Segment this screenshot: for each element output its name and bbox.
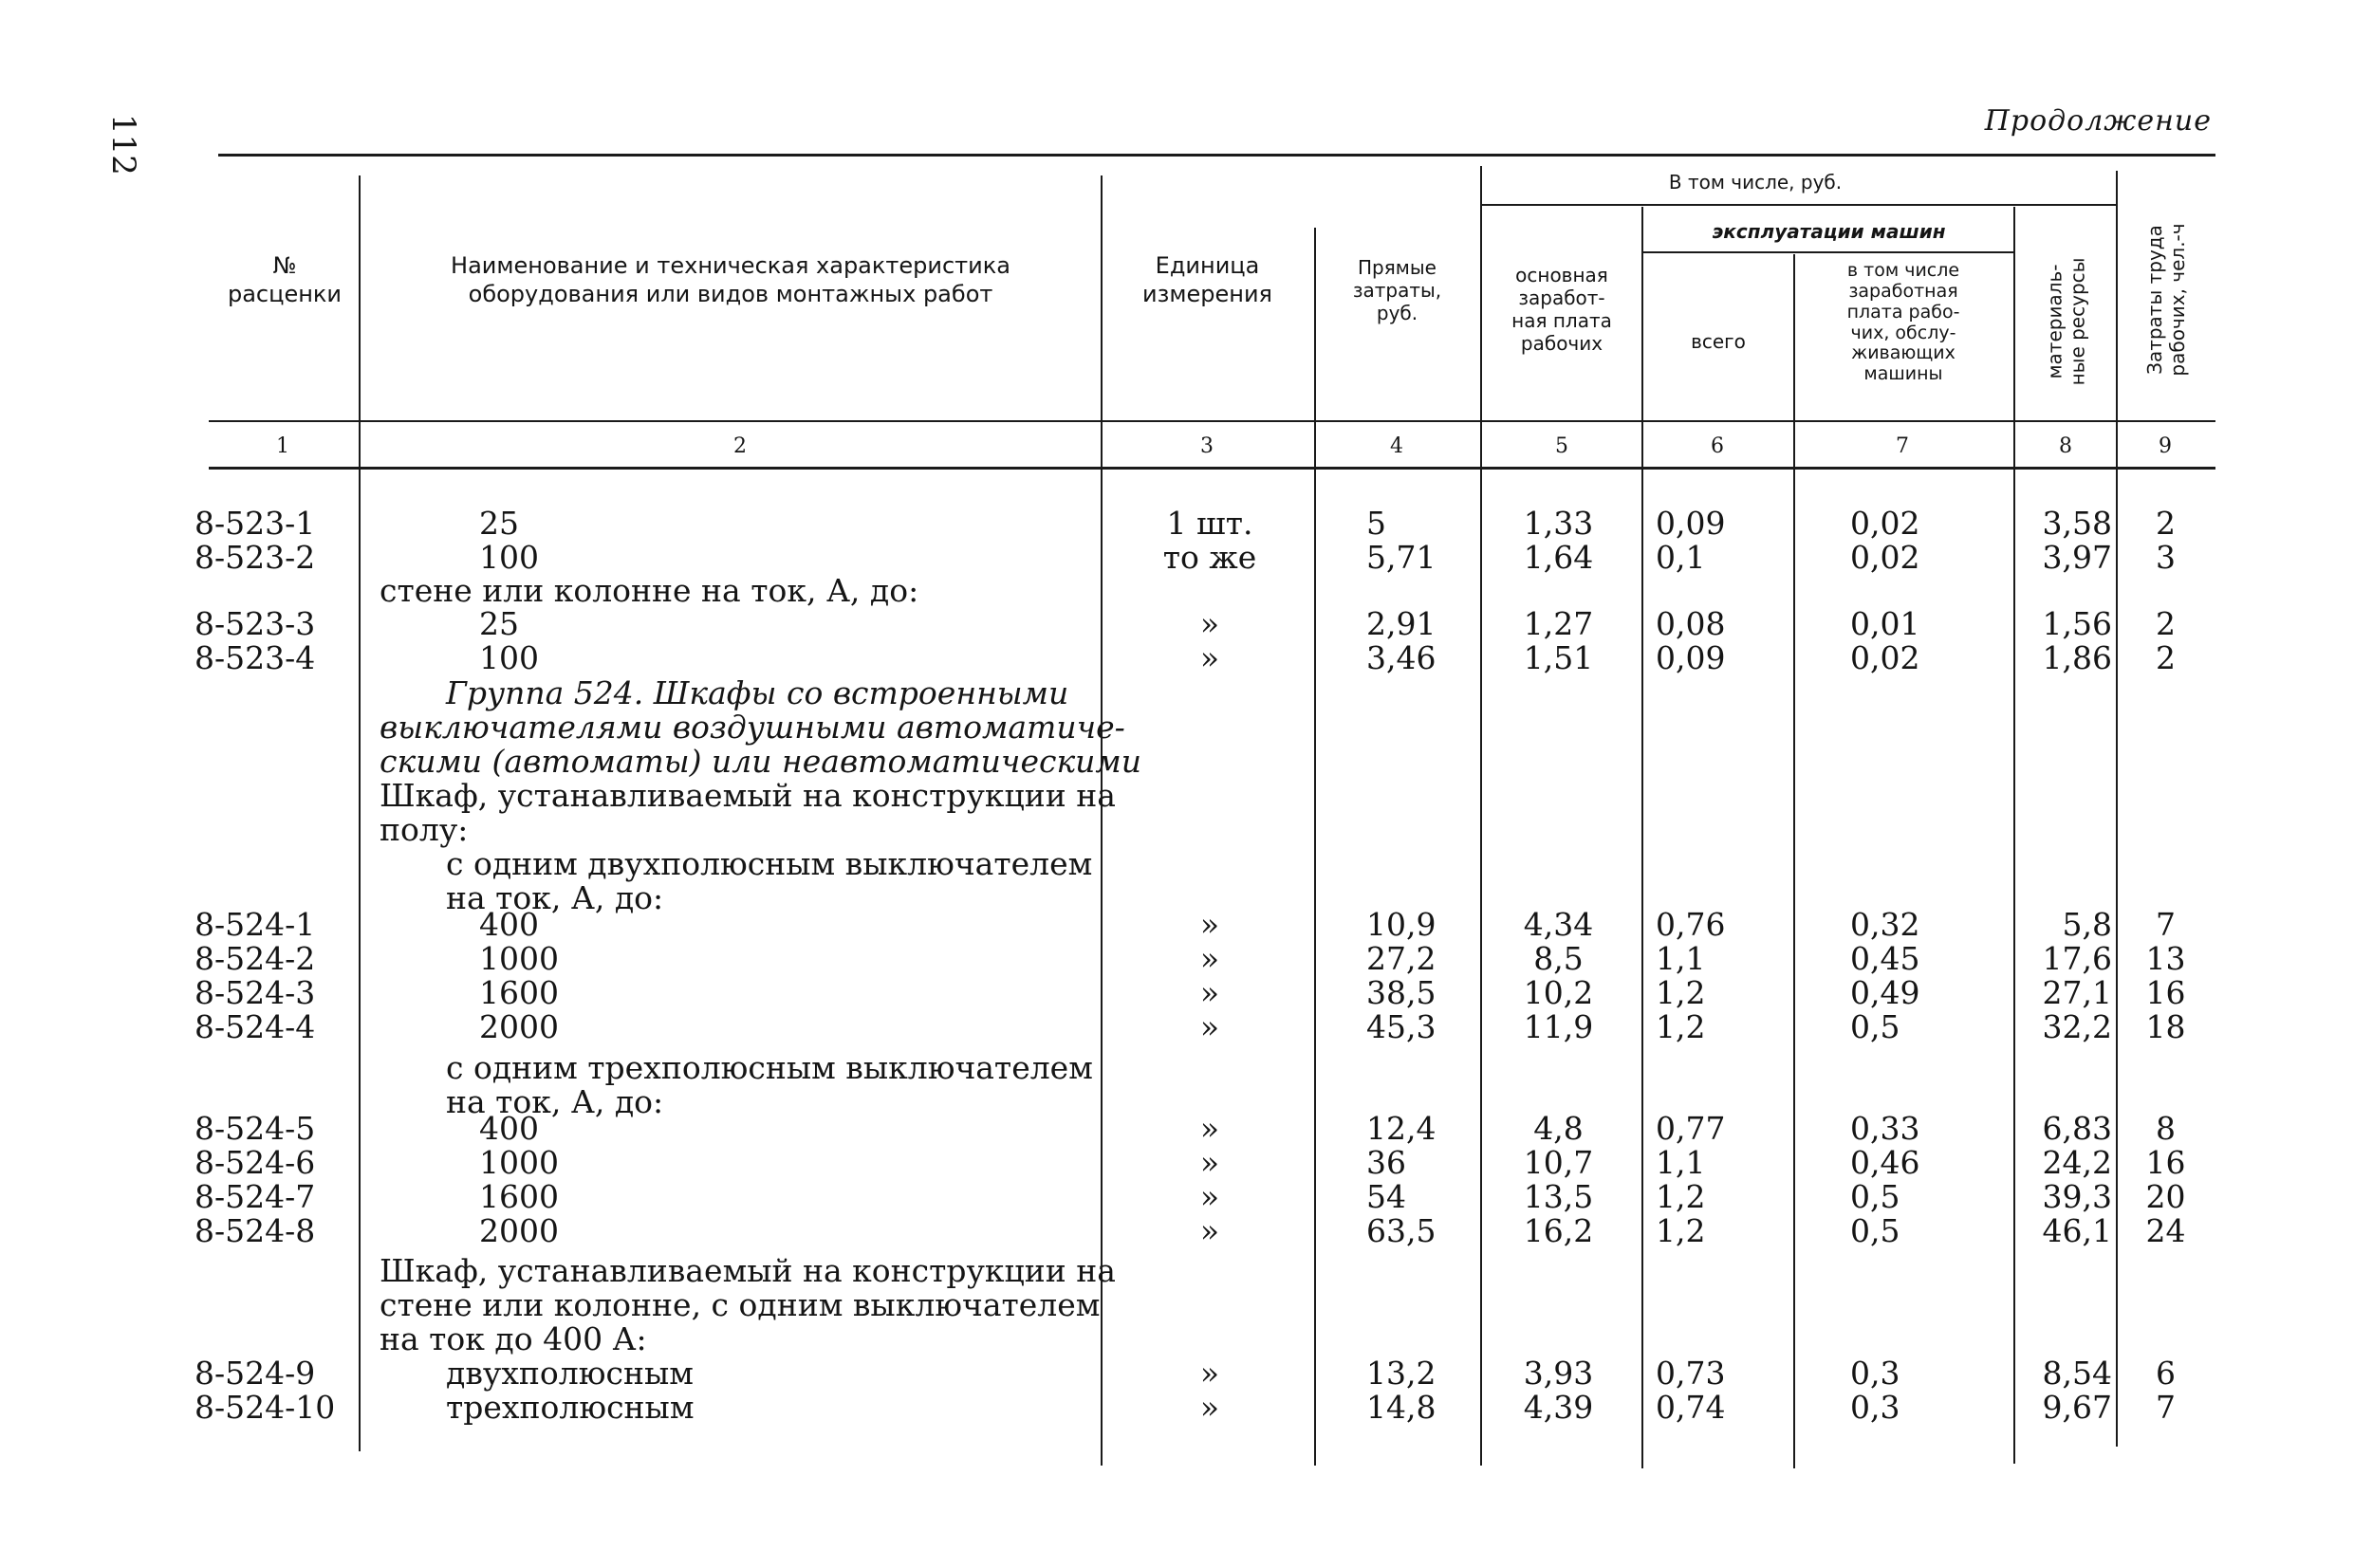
row-description: двухполюсным (446, 1355, 694, 1392)
row-description: 400 (479, 906, 539, 943)
row-unit: » (1199, 906, 1220, 943)
row-value-c5: 10,7 (1523, 1144, 1594, 1181)
row-id: 8-524-8 (195, 1212, 316, 1249)
numbers-bottom-rule (209, 467, 2215, 470)
row-unit: » (1199, 1008, 1220, 1045)
row-value-c6: 0,09 (1656, 639, 1726, 676)
row-unit: » (1199, 1389, 1220, 1426)
row-value-c8: 1,86 (2042, 639, 2112, 676)
row-value-c4: 27,2 (1366, 940, 1436, 977)
row-description: 25 (479, 505, 519, 542)
group-title-line-3: скими (автоматы) или неавтоматическими (380, 743, 1142, 780)
row-value-c7: 0,3 (1850, 1355, 1900, 1392)
row-value-c4: 63,5 (1366, 1212, 1436, 1249)
col-divider-6 (1793, 254, 1795, 1468)
row-value-c4: 14,8 (1366, 1389, 1436, 1426)
row-value-c5: 1,27 (1523, 605, 1594, 642)
row-value-c8: 3,58 (2042, 505, 2112, 542)
colnum-4: 4 (1390, 434, 1403, 458)
row-value-c8: 5,8 (2062, 906, 2112, 943)
row-value-c8: 8,54 (2042, 1355, 2112, 1392)
row-unit: » (1199, 1144, 1220, 1181)
row-unit: » (1199, 605, 1220, 642)
header-machines-label: эксплуатации машин (1712, 220, 1946, 243)
row-value-c4: 10,9 (1366, 906, 1436, 943)
row-id: 8-524-4 (195, 1008, 316, 1045)
row-value-c6: 0,09 (1656, 505, 1726, 542)
row-value-c9: 2 (2156, 505, 2176, 542)
row-unit: » (1199, 1178, 1220, 1215)
row-value-c7: 0,02 (1850, 539, 1920, 576)
row-unit: 1 шт. (1166, 505, 1253, 542)
row-unit: » (1199, 1110, 1220, 1147)
text-wall-3: на ток до 400 А: (380, 1320, 647, 1357)
row-value-c6: 0,74 (1656, 1389, 1726, 1426)
row-description: 25 (479, 605, 519, 642)
colnum-7: 7 (1896, 434, 1909, 458)
row-value-c4: 36 (1366, 1144, 1406, 1181)
row-value-c9: 7 (2156, 906, 2176, 943)
header-col5: основная заработ- ная плата рабочих (1511, 264, 1612, 355)
row-id: 8-524-2 (195, 940, 316, 977)
row-value-c9: 16 (2145, 974, 2186, 1011)
text-wall-column: стене или колонне на ток, А, до: (380, 572, 919, 609)
text-wall-2: стене или колонне, с одним выключателем (380, 1286, 1101, 1323)
header-col3: Единица измерения (1142, 252, 1272, 307)
row-value-c9: 20 (2145, 1178, 2186, 1215)
col-divider-5 (1641, 207, 1643, 1468)
row-value-c4: 38,5 (1366, 974, 1436, 1011)
row-value-c7: 0,5 (1850, 1212, 1900, 1249)
row-id: 8-523-1 (195, 505, 316, 542)
col-divider-1 (359, 175, 361, 1451)
row-value-c7: 0,01 (1850, 605, 1920, 642)
header-col1: № расценки (227, 252, 343, 307)
header-col6: всего (1691, 330, 1746, 353)
row-unit: » (1199, 1212, 1220, 1249)
row-description: 100 (479, 639, 539, 676)
row-value-c8: 46,1 (2042, 1212, 2112, 1249)
row-value-c5: 13,5 (1523, 1178, 1594, 1215)
row-description: 1600 (479, 974, 559, 1011)
row-value-c8: 39,3 (2042, 1178, 2112, 1215)
row-value-c4: 2,91 (1366, 605, 1436, 642)
row-value-c9: 7 (2156, 1389, 2176, 1426)
colnum-1: 1 (276, 434, 289, 458)
row-value-c8: 32,2 (2042, 1008, 2112, 1045)
row-value-c5: 4,8 (1533, 1110, 1584, 1147)
row-value-c8: 1,56 (2042, 605, 2112, 642)
row-value-c6: 0,08 (1656, 605, 1726, 642)
row-value-c7: 0,02 (1850, 639, 1920, 676)
row-description: 1000 (479, 1144, 559, 1181)
row-value-c7: 0,49 (1850, 974, 1920, 1011)
row-unit: » (1199, 1355, 1220, 1392)
group-title-line-1: Группа 524. Шкафы со встроенными (446, 674, 1069, 711)
header-col2: Наименование и техническая характеристика оборудования или видов монтажных работ (451, 252, 1010, 307)
row-value-c9: 18 (2145, 1008, 2186, 1045)
row-id: 8-523-4 (195, 639, 316, 676)
row-value-c5: 1,51 (1523, 639, 1594, 676)
row-value-c6: 0,77 (1656, 1110, 1726, 1147)
row-value-c8: 17,6 (2042, 940, 2112, 977)
row-value-c9: 8 (2156, 1110, 2176, 1147)
col-divider-7 (2013, 207, 2015, 1464)
col-divider-8 (2116, 171, 2118, 1447)
group-rule (1482, 204, 2117, 206)
row-value-c4: 12,4 (1366, 1110, 1436, 1147)
row-value-c6: 1,2 (1656, 1212, 1706, 1249)
row-value-c9: 24 (2145, 1212, 2186, 1249)
row-id: 8-524-3 (195, 974, 316, 1011)
colnum-5: 5 (1555, 434, 1568, 458)
machines-rule (1643, 251, 2014, 253)
row-id: 8-524-7 (195, 1178, 316, 1215)
text-three-pole-2: на ток, А, до: (446, 1083, 664, 1120)
row-description: 100 (479, 539, 539, 576)
header-col7: в том числе заработная плата рабо- чих, обслу- живающих машины (1846, 260, 1960, 385)
row-id: 8-524-1 (195, 906, 316, 943)
row-unit: » (1199, 940, 1220, 977)
row-description: 2000 (479, 1212, 559, 1249)
row-value-c8: 27,1 (2042, 974, 2112, 1011)
row-value-c8: 24,2 (2042, 1144, 2112, 1181)
row-value-c9: 2 (2156, 605, 2176, 642)
header-bottom-rule (209, 420, 2215, 422)
text-two-pole-1: с одним двухполюсным выключателем (446, 845, 1093, 882)
colnum-3: 3 (1200, 434, 1214, 458)
row-value-c4: 45,3 (1366, 1008, 1436, 1045)
row-value-c5: 11,9 (1523, 1008, 1594, 1045)
row-value-c5: 1,33 (1523, 505, 1594, 542)
row-value-c6: 0,76 (1656, 906, 1726, 943)
row-value-c7: 0,5 (1850, 1008, 1900, 1045)
header-col8: материаль- ные ресурсы (2043, 257, 2089, 386)
row-value-c6: 1,2 (1656, 1178, 1706, 1215)
text-wall-1: Шкаф, устанавливаемый на конструкции на (380, 1252, 1116, 1289)
row-value-c7: 0,46 (1850, 1144, 1920, 1181)
col-divider-3 (1314, 228, 1316, 1466)
row-value-c5: 16,2 (1523, 1212, 1594, 1249)
continuation-label: Продолжение (1984, 104, 2212, 138)
row-id: 8-524-9 (195, 1355, 316, 1392)
row-value-c9: 3 (2156, 539, 2176, 576)
row-value-c4: 13,2 (1366, 1355, 1436, 1392)
row-value-c7: 0,02 (1850, 505, 1920, 542)
row-value-c5: 4,34 (1523, 906, 1594, 943)
row-value-c6: 0,1 (1656, 539, 1706, 576)
row-value-c6: 1,2 (1656, 974, 1706, 1011)
row-value-c7: 0,32 (1850, 906, 1920, 943)
text-three-pole-1: с одним трехполюсным выключателем (446, 1049, 1093, 1086)
row-id: 8-524-5 (195, 1110, 316, 1147)
row-unit: » (1199, 639, 1220, 676)
row-id: 8-523-2 (195, 539, 316, 576)
text-floor-1: Шкаф, устанавливаемый на конструкции на (380, 777, 1116, 814)
row-value-c4: 5 (1366, 505, 1386, 542)
row-value-c7: 0,5 (1850, 1178, 1900, 1215)
row-value-c4: 54 (1366, 1178, 1406, 1215)
header-col9: Затраты труда рабочих, чел.-ч (2143, 223, 2189, 377)
row-value-c7: 0,3 (1850, 1389, 1900, 1426)
row-value-c6: 0,73 (1656, 1355, 1726, 1392)
row-value-c5: 1,64 (1523, 539, 1594, 576)
row-value-c5: 8,5 (1533, 940, 1584, 977)
col-divider-4 (1480, 166, 1482, 1466)
row-value-c5: 3,93 (1523, 1355, 1594, 1392)
row-value-c7: 0,45 (1850, 940, 1920, 977)
row-id: 8-524-6 (195, 1144, 316, 1181)
row-unit: то же (1162, 539, 1257, 576)
colnum-9: 9 (2159, 434, 2172, 458)
row-value-c6: 1,1 (1656, 940, 1706, 977)
table-top-rule (218, 154, 2215, 157)
row-value-c8: 9,67 (2042, 1389, 2112, 1426)
row-value-c4: 5,71 (1366, 539, 1436, 576)
colnum-8: 8 (2059, 434, 2072, 458)
header-col4: Прямые затраты, руб. (1352, 256, 1442, 324)
row-description: 400 (479, 1110, 539, 1147)
colnum-2: 2 (733, 434, 747, 458)
row-value-c5: 4,39 (1523, 1389, 1594, 1426)
page-number: 112 (104, 114, 142, 175)
row-description: 2000 (479, 1008, 559, 1045)
group-title-line-2: выключателями воздушными автоматиче- (380, 709, 1125, 746)
row-value-c8: 3,97 (2042, 539, 2112, 576)
row-description: трехполюсным (446, 1389, 695, 1426)
row-value-c9: 2 (2156, 639, 2176, 676)
row-unit: » (1199, 974, 1220, 1011)
row-value-c5: 10,2 (1523, 974, 1594, 1011)
text-two-pole-2: на ток, А, до: (446, 879, 664, 916)
row-value-c4: 3,46 (1366, 639, 1436, 676)
row-value-c9: 16 (2145, 1144, 2186, 1181)
row-description: 1600 (479, 1178, 559, 1215)
header-group-label: В том числе, руб. (1668, 171, 1843, 194)
text-floor-2: полу: (380, 811, 469, 848)
colnum-6: 6 (1711, 434, 1724, 458)
row-value-c7: 0,33 (1850, 1110, 1920, 1147)
row-value-c6: 1,1 (1656, 1144, 1706, 1181)
row-id: 8-524-10 (195, 1389, 336, 1426)
row-value-c9: 6 (2156, 1355, 2176, 1392)
row-value-c9: 13 (2145, 940, 2186, 977)
row-description: 1000 (479, 940, 559, 977)
row-value-c6: 1,2 (1656, 1008, 1706, 1045)
row-value-c8: 6,83 (2042, 1110, 2112, 1147)
row-id: 8-523-3 (195, 605, 316, 642)
